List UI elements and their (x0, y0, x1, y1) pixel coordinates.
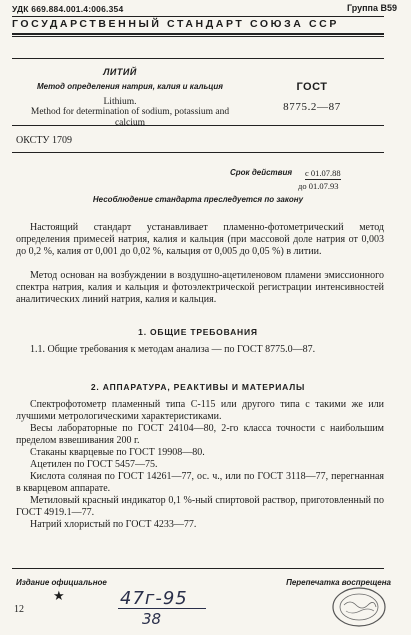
section-1-title: 1. ОБЩИЕ ТРЕБОВАНИЯ (138, 327, 258, 337)
gost-number: 8775.2—87 (283, 101, 341, 113)
okstu-code: ОКСТУ 1709 (16, 135, 73, 146)
intro-paragraph: Настоящий стандарт устанавливает пламенно-фотометрический метод определения примесей натрия, калия и кальция (при массовой доле натрия от 0,003 до 0,2 %, калия от 0,001 до 0,02 %, кальция от 0,005 до 0,05 %) в литии. (16, 222, 384, 257)
equipment-item: Спектрофотометр пламенный типа С-115 или другого типа с такими же или лучшими метрологическими характеристиками. (16, 399, 384, 422)
page-number: 12 (14, 604, 24, 615)
handwritten-number: 38 (142, 610, 162, 628)
equipment-item: Ацетилен по ГОСТ 5457—75. (30, 459, 158, 470)
english-subtitle: Method for determination of sodium, potassium and calcium (30, 107, 230, 128)
validity-from: с 01.07.88 (305, 168, 341, 178)
header-rule-thin (12, 36, 384, 37)
header-rule-bottom (12, 33, 384, 35)
official-edition-label: Издание официальное (16, 578, 107, 587)
document-subtitle: Метод определения натрия, калия и кальция (37, 82, 223, 91)
okstu-rule (12, 152, 384, 153)
udk-code: УДК 669.884.001.4:006.354 (12, 4, 124, 14)
equipment-item: Весы лабораторные по ГОСТ 24104—80, 2-го класса точности с наибольшим пределом взвешивания 200 г. (16, 423, 384, 446)
equipment-item: Стаканы кварцевые по ГОСТ 19908—80. (30, 447, 205, 458)
title-block-rule-bottom (12, 125, 384, 126)
method-paragraph: Метод основан на возбуждении в воздушно-ацетиленовом пламени эмиссионного спектра натрия, калия и кальция и фотоэлектрической регистрации интенсивностей аналитических линий натрия, калия и кальция. (16, 270, 384, 305)
section-1-clause: 1.1. Общие требования к методам анализа — по ГОСТ 8775.0—87. (30, 344, 316, 355)
star-icon: ★ (53, 588, 65, 603)
standard-banner: ГОСУДАРСТВЕННЫЙ СТАНДАРТ СОЮЗА ССР (12, 18, 339, 30)
english-title: Lithium. (103, 97, 137, 107)
handwritten-underline (118, 608, 206, 609)
document-title: ЛИТИЙ (103, 67, 137, 77)
reprint-prohibited-label: Перепечатка воспрещена (286, 578, 391, 587)
library-stamp (330, 585, 388, 629)
validity-to: до 01.07.93 (298, 181, 339, 191)
handwritten-note: 47г-95 (120, 588, 188, 609)
validity-label: Срок действия (230, 168, 293, 177)
gost-label: ГОСТ (296, 81, 328, 93)
group-code: Группа В59 (346, 3, 397, 13)
equipment-item: Метиловый красный индикатор 0,1 %-ный спиртовой раствор, приготовленный по ГОСТ 4919.1—77. (16, 495, 384, 518)
section-2-title: 2. АППАРАТУРА, РЕАКТИВЫ И МАТЕРИАЛЫ (90, 382, 306, 392)
header-rule-top (12, 16, 384, 17)
title-block-rule-top (12, 58, 384, 59)
equipment-item: Кислота соляная по ГОСТ 14261—77, ос. ч., или по ГОСТ 3118—77, перегнанная в кварцевом аппарате. (16, 471, 384, 494)
equipment-item: Натрий хлористый по ГОСТ 4233—77. (30, 519, 197, 530)
footer-rule (12, 568, 384, 569)
legal-notice: Несоблюдение стандарта преследуется по закону (92, 195, 304, 204)
